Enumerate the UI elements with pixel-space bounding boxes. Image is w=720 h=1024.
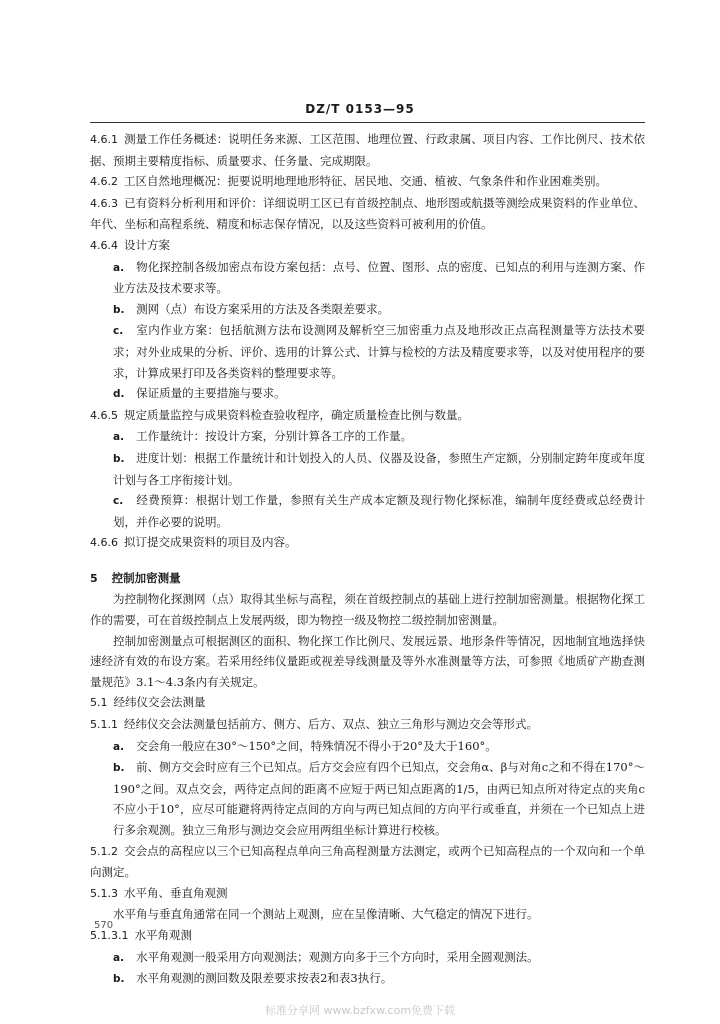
- list-item: [90, 947, 645, 969]
- text: 进度计划：根据工作量统计和计划投入的人员、仪器及设备，参照生产定额，分别制定跨年度或年度计划与各工序衔接计划。: [113, 450, 645, 487]
- clause: [90, 129, 645, 171]
- list-item: [90, 968, 645, 990]
- clause-number: 4.6.5: [90, 408, 118, 422]
- text: 交会角一般应在30°～150°之间，特殊情况不得小于20°及大于160°。: [136, 738, 497, 753]
- list-item: [90, 490, 645, 532]
- list-item-label: c.: [113, 325, 124, 338]
- text: 经纬仪交会法测量: [113, 695, 206, 710]
- document-body: [90, 129, 645, 990]
- list-item: [90, 299, 645, 321]
- clause-number: 5.1.1: [90, 718, 118, 732]
- clause: [90, 692, 645, 714]
- text: 控制加密测量: [111, 570, 181, 585]
- clause-number: 4.6.4: [90, 238, 118, 252]
- clause-number: 5.1.2: [90, 844, 118, 858]
- clause: [90, 883, 645, 905]
- clause: [90, 193, 645, 235]
- list-item: [90, 736, 645, 758]
- text: 规定质量监控与成果资料检查验收程序，确定质量检查比例与数量。: [124, 407, 469, 422]
- text: 水平角观测: [134, 927, 192, 942]
- clause-number: 5.1.3.1: [90, 928, 129, 942]
- text: 控制加密测量点可根据测区的面积、物化探工作比例尺、发展远景、地形条件等情况，因地制宜地选择快速经济有效的布设方案。若采用经纬仪量距或视差导线测量及等外水准测量等方法，可参照《地质矿产勘查测量规范》3.1～4.3条内有关规定。: [90, 633, 645, 689]
- list-item-label: b.: [113, 973, 125, 986]
- list-item-label: c.: [113, 495, 124, 508]
- text: 经纬仪交会法测量包括前方、侧方、后方、双点、独立三角形与测边交会等形式。: [124, 717, 538, 732]
- clause-number: 5.1: [90, 696, 108, 710]
- list-item: [90, 383, 645, 405]
- text: 前、侧方交会时应有三个已知点。后方交会应有四个已知点，交会角α、β与对角c之和不得在170°～190°之间。双点交会，两待定点间的距离不应短于两已知点距离的1/5，由两已知点所对待定点的夹角c不应小于10°，应尽可能避将两待定点间的方向与两已知点间的方向平行或垂直，并须在一个已知点上进行多余观测。独立三角形与测边交会应用两组坐标计算进行校核。: [113, 760, 645, 837]
- text: 水平角观测的测回数及限差要求按表2和表3执行。: [136, 971, 393, 986]
- section-heading: [90, 568, 645, 590]
- text: 为控制物化探测网（点）取得其坐标与高程，须在首级控制点的基础上进行控制加密测量。根据物化探工作的需要，可在首级控制点上发展两级，即为物控一级及物控二级控制加密测量。: [90, 592, 645, 628]
- list-item: [90, 320, 645, 383]
- text: 保证质量的主要措施与要求。: [136, 386, 286, 401]
- section-gap: [90, 554, 645, 568]
- clause: [90, 235, 645, 257]
- clause: [90, 925, 645, 947]
- list-item-label: b.: [113, 303, 125, 316]
- list-item-label: a.: [113, 740, 125, 753]
- text: 工区自然地理概况：扼要说明地理地形特征、居民地、交通、植被、气象条件和作业困难类别。: [124, 174, 607, 189]
- clause-number: 4.6.3: [90, 196, 118, 210]
- page-number: 570: [94, 920, 114, 931]
- text: 交会点的高程应以三个已知高程点单向三角高程测量方法测定，或两个已知高程点的一个双向和一个单向测定。: [90, 843, 645, 880]
- list-item: [90, 757, 645, 840]
- text: 室内作业方案：包括航测方法布设测网及解析空三加密重力点及地形改正点高程测量等方法技术要求；对外业成果的分析、评价、选用的计算公式、计算与检校的方法及精度要求等，以及对使用程序的要求，计算成果打印及各类资料的整理要求等。: [113, 323, 645, 380]
- paragraph: [90, 631, 645, 693]
- list-item-label: b.: [113, 452, 125, 465]
- list-item-label: a.: [113, 431, 125, 444]
- clause: [90, 171, 645, 193]
- text: 经费预算：根据计划工作量，参照有关生产成本定额及现行物化探标准，编制年度经费或总经费计划，并作必要的说明。: [113, 493, 645, 529]
- clause-number: 4.6.6: [90, 536, 118, 550]
- list-item: [90, 257, 645, 299]
- text: 水平角与垂直角通常在同一个测站上观测，应在呈像清晰、大气稳定的情况下进行。: [113, 907, 539, 922]
- clause: [90, 532, 645, 554]
- paragraph: [90, 589, 645, 630]
- clause: [90, 405, 645, 427]
- list-item-label: d.: [113, 388, 125, 401]
- clause-number: 4.6.2: [90, 175, 118, 189]
- text: 水平角、垂直角观测: [124, 885, 228, 900]
- text: 设计方案: [124, 237, 170, 252]
- clause: [90, 841, 645, 883]
- footer-watermark: 标准分享网 www.bzfxw.com免费下载: [264, 1004, 456, 1017]
- list-item-label: a.: [113, 261, 125, 274]
- clause: [90, 714, 645, 736]
- list-item: [90, 426, 645, 448]
- list-item-label: b.: [113, 762, 125, 775]
- text: 工作量统计：按设计方案，分别计算各工序的工作量。: [136, 429, 413, 444]
- list-item: [90, 448, 645, 490]
- clause-number: 5.1.3: [90, 886, 118, 900]
- text: 测量工作任务概述：说明任务来源、工区范围、地理位置、行政隶属、项目内容、工作比例尺、技术依据、预期主要精度指标、质量要求、任务量、完成期限。: [90, 132, 645, 168]
- text: 拟订提交成果资料的项目及内容。: [124, 535, 297, 550]
- text: 物化探控制各级加密点布设方案包括：点号、位置、图形、点的密度、已知点的利用与连测方案、作业方法及技术要求等。: [113, 259, 645, 296]
- text: 已有资料分析利用和评价：详细说明工区已有首级控制点、地形图或航摄等测绘成果资料的作业单位、年代、坐标和高程系统、精度和标志保存情况，以及这些资料可被利用的价值。: [90, 195, 645, 232]
- header-rule: [90, 122, 645, 123]
- clause-number: 5: [90, 571, 98, 585]
- clause-number: 4.6.1: [90, 133, 118, 146]
- list-item-label: a.: [113, 951, 125, 964]
- text: 测网（点）布设方案采用的方法及各类限差要求。: [136, 301, 390, 316]
- paragraph: [90, 904, 645, 925]
- text: 水平角观测一般采用方向观测法；观测方向多于三个方向时，采用全圆观测法。: [136, 949, 539, 964]
- document-code-header: DZ/T 0153—95: [305, 102, 415, 116]
